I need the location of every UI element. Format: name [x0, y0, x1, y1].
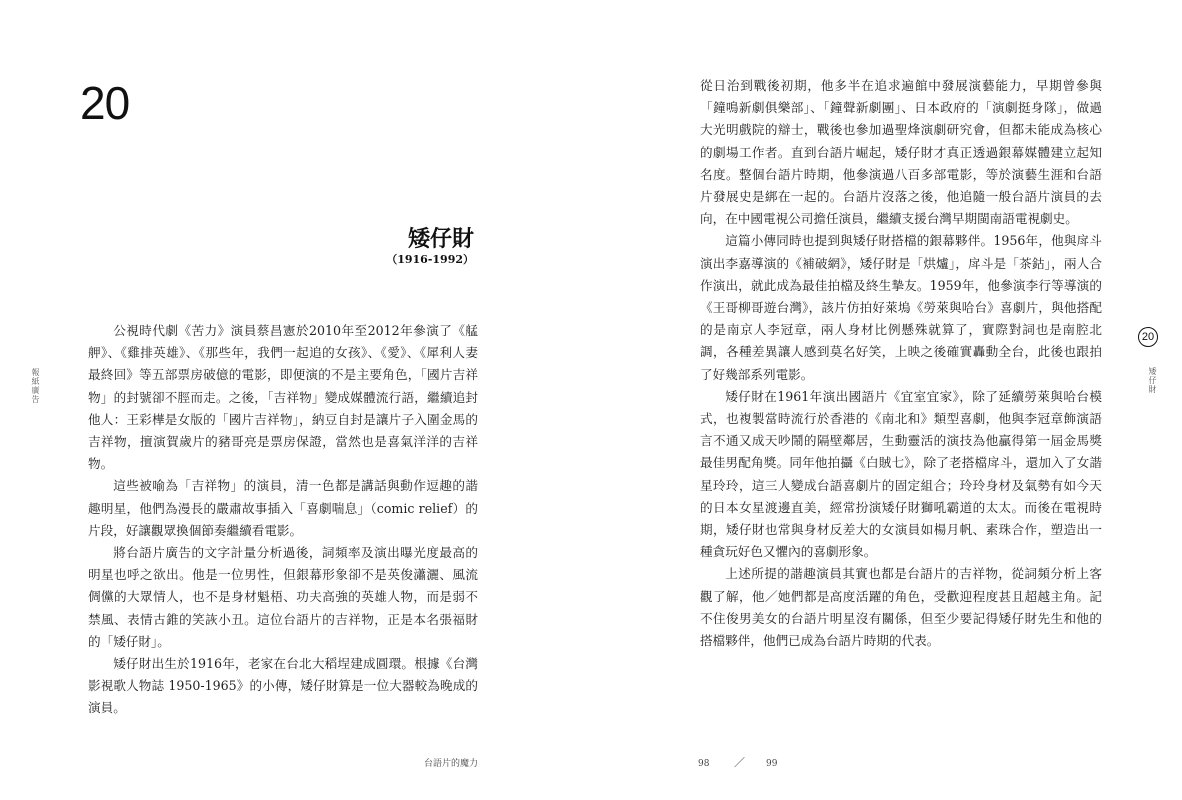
chapter-badge: 20: [1138, 327, 1158, 347]
footer-book-title: 台語片的魔力: [424, 759, 479, 769]
page-separator: ／: [734, 756, 745, 769]
page-number-right: 99: [766, 759, 778, 769]
side-label-left: 報紙廣告: [31, 368, 40, 404]
chapter-number: 20: [80, 77, 130, 129]
left-paragraph-2: 這些被喻為「吉祥物」的演員，清一色都是講話與動作逗趣的諧趣明星，他們為漫長的嚴肅故事插入「喜劇喘息」（comic relief）的片段，好讓觀眾換個節奏繼續看電影。: [88, 478, 478, 538]
article-title: 矮仔財: [407, 226, 474, 252]
page-number-left: 98: [698, 759, 710, 769]
article-years: （1916-1992）: [386, 253, 474, 266]
side-label-right: 矮仔財: [1148, 367, 1157, 394]
right-paragraph-continuation: 從日治到戰後初期，他多半在追求遍館中發展演藝能力，早期曾參與「鐘鳴新劇俱樂部」、「鐘聲新劇團」、日本政府的「演劇挺身隊」，做過大光明戲院的辯士，戰後也參加過聖烽演劇研究會，但都未能成為核心的劇場工作者。直到台語片崛起，矮仔財才真正透過銀幕媒體建立起知名度。整個台語片時期，他參演過八百多部電影，等於演藝生涯和台語片發展史是綁在一起的。台語片沒落之後，他追隨一般台語片演員的去向，在中國電視公司擔任演員，繼續支援台灣早期閩南語電視劇史。: [700, 78, 1102, 227]
right-column: [700, 75, 1102, 652]
left-paragraph-1: 公視時代劇《苦力》演員蔡昌憲於2010年至2012年參演了《艋舺》、《雞排英雄》、《那些年，我們一起追的女孩》、《愛》、《犀利人妻最終回》等五部票房破億的電影，即便演的不是主要角色，「國片吉祥物」的封號卻不脛而走。之後，「吉祥物」變成媒體流行語，繼續追封他人：王彩樺是女版的「國片吉祥物」，納豆自封是讓片子入圍金馬的吉祥物，擅演賀歲片的豬哥亮是票房保證，當然也是喜氣洋洋的吉祥物。: [88, 323, 478, 472]
left-paragraph-4: 矮仔財出生於1916年，老家在台北大稻埕建成圓環。根據《台灣影視歌人物誌 1950-1965》的小傳，矮仔財算是一位大器較為晚成的演員。: [88, 656, 478, 716]
right-paragraph-1: 這篇小傳同時也提到與矮仔財搭檔的銀幕夥伴。1956年，他與戽斗演出李嘉導演的《補破網》，矮仔財是「烘爐」，戽斗是「茶鈷」，兩人合作演出，就此成為最佳拍檔及終生摯友。1959年，他參演李行等導演的《王哥柳哥遊台灣》，該片仿拍好萊塢《勞萊與哈台》喜劇片，與他搭配的是南京人李冠章，兩人身材比例懸殊就算了，實際對詞也是南腔北調，各種差異讓人感到莫名好笑，上映之後確實轟動全台，此後也跟拍了好幾部系列電影。: [700, 233, 1102, 382]
left-paragraph-3: 將台語片廣告的文字計量分析過後，詞頻率及演出曝光度最高的明星也呼之欲出。他是一位男性，但銀幕形象卻不是英俊瀟灑、風流倜儻的大眾情人，也不是身材魁梧、功夫高強的英雄人物，而是弱不禁風、表情古錐的笑詼小丑。這位台語片的吉祥物，正是本名張福財的「矮仔財」。: [88, 545, 478, 649]
right-paragraph-3: 上述所提的諧趣演員其實也都是台語片的吉祥物，從詞頻分析上客觀了解，他／她們都是高度活躍的角色，受歡迎程度甚且超越主角。記不住俊男美女的台語片明星沒有關係，但至少要記得矮仔財先生和他的搭檔夥伴，他們已成為台語片時期的代表。: [700, 566, 1102, 649]
right-paragraph-2: 矮仔財在1961年演出國語片《宜室宜家》，除了延續勞萊與哈台模式，也複製當時流行於香港的《南北和》類型喜劇，他與李冠章飾演語言不通又成天吵鬧的隔壁鄰居，生動靈活的演技為他贏得第一屆金馬獎最佳男配角獎。同年他拍攝《白賊七》，除了老搭檔戽斗，還加入了女諧星玲玲，這三人變成台語喜劇片的固定組合；玲玲身材及氣勢有如今天的日本女星渡邊直美，經常扮演矮仔財獅吼霸道的太太。而後在電視時期，矮仔財也常與身材反差大的女演員如楊月帆、素珠合作，塑造出一種貪玩好色又懼內的喜劇形象。: [700, 388, 1102, 560]
left-column: [88, 320, 478, 720]
